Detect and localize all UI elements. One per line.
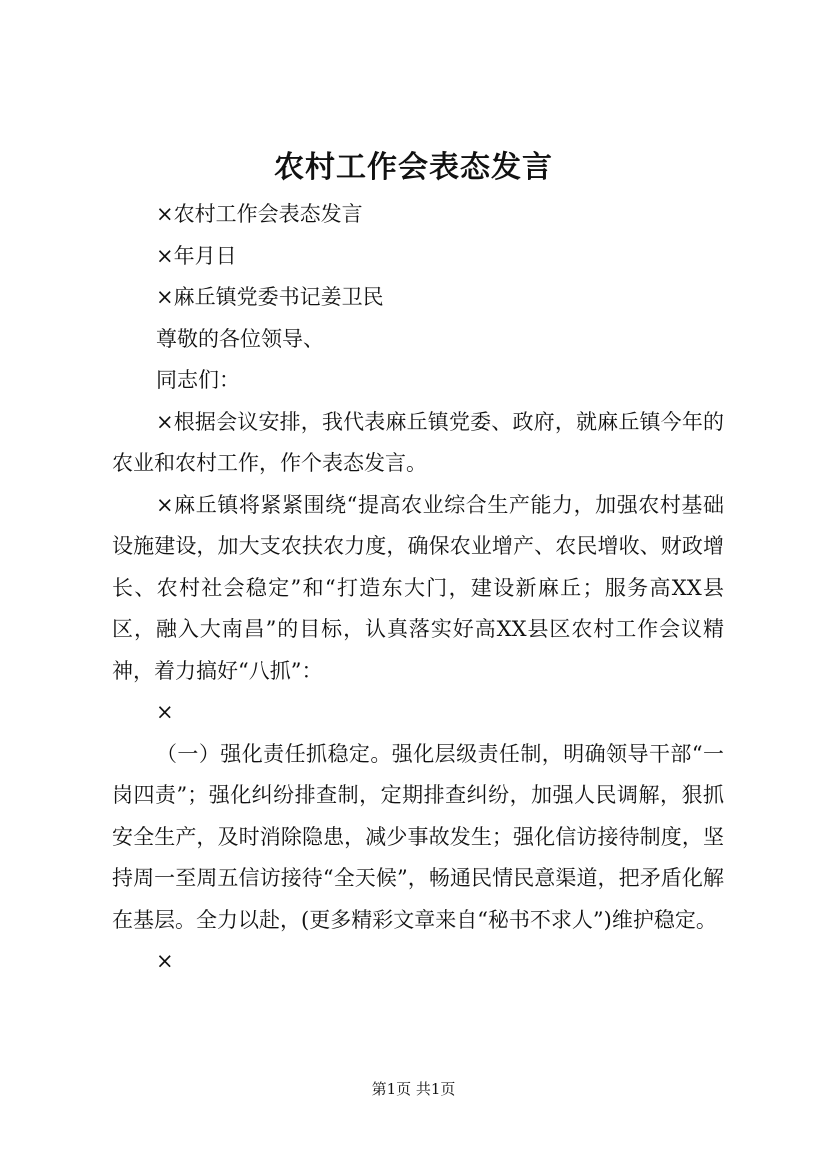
paragraph-goals: ×麻丘镇将紧紧围绕“提高农业综合生产能力，加强农村基础设施建设，加大支农扶农力度，确保农业增产、农民增收、财政增长、农村社会稳定”和“打造东大门，建设新麻丘；服务高XX县区，融入大南昌”的目标，认真落实好高XX县区农村工作会议精神，着力搞好“八抓”：: [112, 492, 724, 683]
paragraph-point-one: （一）强化责任抓稳定。强化层级责任制，明确领导干部“一岗四责”；强化纠纷排查制，定期排查纠纷，加强人民调解，狠抓安全生产，及时消除隐患，减少事故发生；强化信访接待制度，坚持周一至周五信访接待“全天候”，畅通民情民意渠道，把矛盾化解在基层。全力以赴，(更多精彩文章来自“秘书不求人”)维护稳定。: [112, 741, 724, 932]
paragraph-salutation-2: 同志们：: [156, 368, 240, 392]
paragraph-marker-2: ×: [156, 949, 174, 973]
paragraph-speaker: ×麻丘镇党委书记姜卫民: [156, 285, 384, 309]
paragraph-header-title: ×农村工作会表态发言: [156, 202, 363, 226]
paragraph-date: ×年月日: [156, 243, 237, 268]
paragraph-intro: ×根据会议安排，我代表麻丘镇党委、政府，就麻丘镇今年的农业和农村工作，作个表态发言。: [112, 409, 724, 475]
paragraph-marker: ×: [156, 700, 174, 724]
document-body: [112, 194, 724, 983]
page-footer: 第1页 共1页: [371, 1080, 456, 1098]
paragraph-salutation: 尊敬的各位领导、: [156, 326, 324, 351]
document-title: 农村工作会表态发言: [274, 150, 553, 185]
